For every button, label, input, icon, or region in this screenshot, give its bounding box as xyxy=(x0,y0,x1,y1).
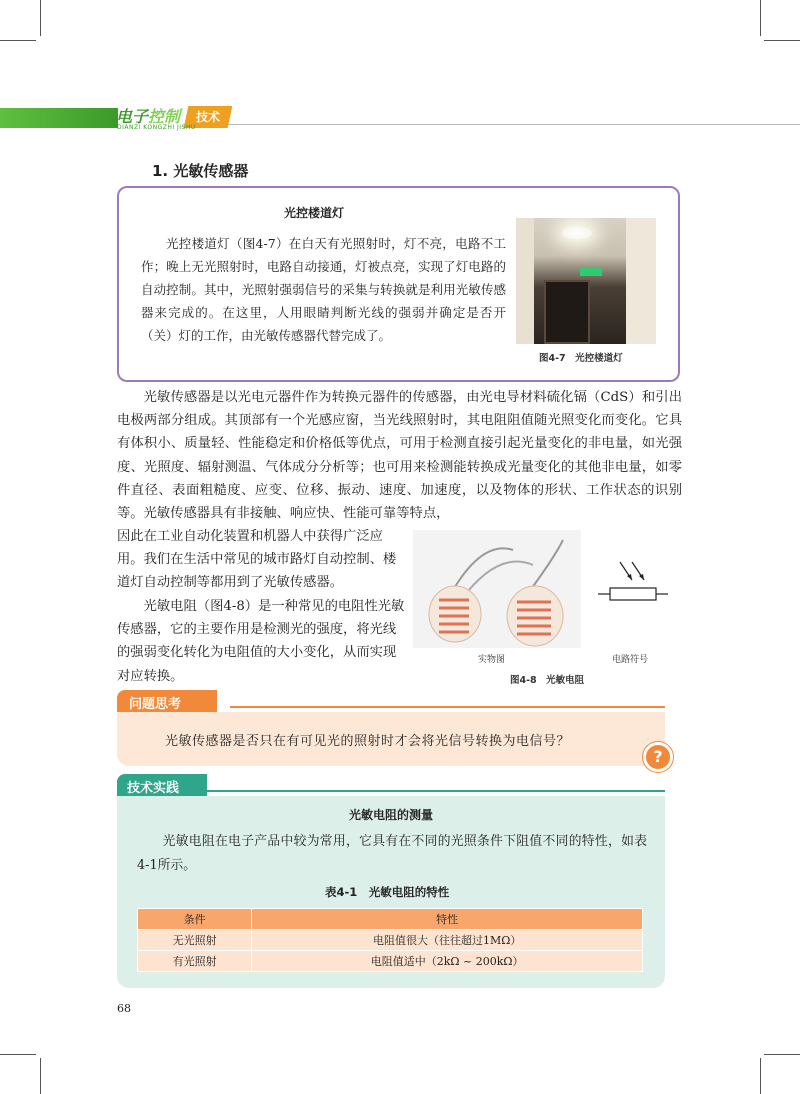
figure-caption: 图4-8 光敏电阻 xyxy=(510,675,585,686)
ldr-paragraph: 光敏电阻（图4-8）是一种常见的电阻性光敏传感器，它的主要作用是检测光的强度，将光线的强弱变化转化为电阻值的大小变化，从而实现对应转换。 xyxy=(117,599,405,684)
case-box-title: 光控楼道灯 xyxy=(284,206,345,220)
table-cell: 电阻值适中（2kΩ ~ 200kΩ） xyxy=(252,951,643,972)
ldr-photo xyxy=(413,530,581,648)
door xyxy=(544,280,590,344)
practice-title: 光敏电阻的测量 xyxy=(349,808,434,822)
crop-mark xyxy=(764,1054,800,1055)
question-tab-label: 问题思考 xyxy=(129,697,182,712)
table-row xyxy=(138,930,643,951)
crop-mark xyxy=(760,0,761,36)
circuit-symbol xyxy=(598,560,668,604)
table-header-cell: 特性 xyxy=(252,909,643,930)
header-tag-label: 技术 xyxy=(195,110,220,124)
practice-rule xyxy=(200,790,665,792)
continuation-paragraph: 因此在工业自动化装置和机器人中获得广泛应用。我们在生活中常见的城市路灯自动控制、楼道灯自动控制等都用到了光敏传感器。 xyxy=(117,529,397,591)
question-icon: ? xyxy=(643,742,673,772)
corridor-photo xyxy=(516,218,656,344)
question-text: 光敏传感器是否只在有可见光的照射时才会将光信号转换为电信号？ xyxy=(165,734,571,749)
table-cell: 有光照射 xyxy=(138,951,252,972)
crop-mark xyxy=(760,1058,761,1094)
ceiling-lamp xyxy=(562,226,592,240)
table-cell: 电阻值很大（往往超过1MΩ） xyxy=(252,930,643,951)
question-rule xyxy=(230,706,665,708)
crop-mark xyxy=(40,0,41,36)
header-title-part2: 控制 xyxy=(148,107,181,126)
header-subtitle: DIANZI KONGZHI JISHU xyxy=(117,124,196,131)
crop-mark xyxy=(0,40,36,41)
table-header-row xyxy=(138,909,643,930)
crop-mark xyxy=(764,40,800,41)
characteristics-table xyxy=(137,908,643,972)
header-rule xyxy=(228,124,800,125)
symbol-label: 电路符号 xyxy=(612,655,649,665)
exit-sign xyxy=(580,268,602,276)
chapter-header xyxy=(0,96,800,136)
page-number: 68 xyxy=(117,1002,131,1015)
table-cell: 无光照射 xyxy=(138,930,252,951)
practice-tab-label: 技术实践 xyxy=(127,781,180,796)
crop-mark xyxy=(0,1054,36,1055)
header-title-part1: 电子 xyxy=(116,107,149,126)
practice-tab xyxy=(117,774,207,798)
table-row xyxy=(138,951,643,972)
question-box xyxy=(117,712,665,766)
figure-caption: 图4-7 光控楼道灯 xyxy=(539,353,623,364)
question-tab xyxy=(117,690,235,714)
case-box xyxy=(117,186,680,382)
table-header-cell: 条件 xyxy=(138,909,252,930)
case-box-text: 光控楼道灯（图4-7）在白天有光照射时，灯不亮，电路不工作；晚上无光照射时，电路自动接通，灯被点亮，实现了灯电路的自动控制。其中，光照射强弱信号的采集与转换就是利用光敏传感器来完成的。在这里，人用眼睛判断光线的强弱并确定是否开（关）灯的工作，由光敏传感器代替完成了。 xyxy=(141,236,506,343)
section-title: 1. 光敏传感器 xyxy=(152,162,249,180)
crop-mark xyxy=(40,1058,41,1094)
table-caption: 表4-1 光敏电阻的特性 xyxy=(325,885,450,899)
photo-label: 实物图 xyxy=(478,655,506,665)
practice-text: 光敏电阻在电子产品中较为常用，它具有在不同的光照条件下阻值不同的特性，如表4-1所示。 xyxy=(137,834,647,873)
header-bar xyxy=(0,108,118,128)
practice-box xyxy=(117,796,665,988)
main-paragraph: 光敏传感器是以光电元器件作为转换元器件的传感器，由光电导材料硫化镉（CdS）和引出电极两部分组成。其顶部有一个光感应窗，当光线照射时，其电阻阻值随光照变化而变化。它具有体积小、质量轻、性能稳定和价格低等优点，可用于检测直接引起光量变化的非电量，如光强度、光照度、辐射测温、气体成分分析等；也可用来检测能转换成光量变化的其他非电量，如零件直径、表面粗糙度、应变、位移、振动、速度、加速度，以及物体的形状、工作状态的识别等。光敏传感器具有非接触、响应快、性能可靠等特点， xyxy=(117,390,682,522)
